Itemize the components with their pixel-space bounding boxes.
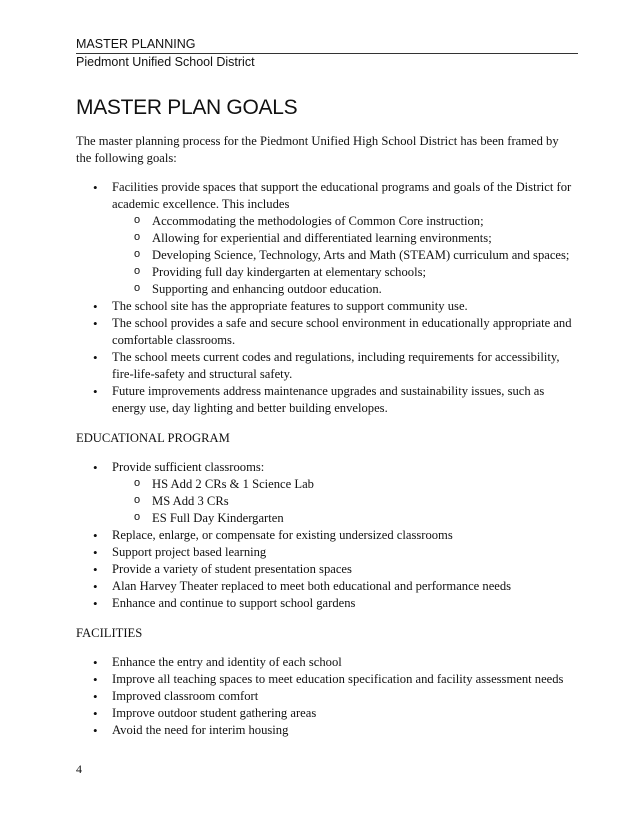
list-item-text: Improved classroom comfort bbox=[112, 689, 259, 703]
page-number: 4 bbox=[76, 762, 82, 776]
sub-list-item: o Supporting and enhancing outdoor education. bbox=[152, 281, 572, 298]
facilities-heading: FACILITIES bbox=[76, 626, 143, 640]
sub-list-item: o HS Add 2 CRs & 1 Science Lab bbox=[152, 476, 572, 493]
goals-list bbox=[76, 179, 572, 417]
list-item bbox=[112, 688, 572, 705]
sub-list-item: o Developing Science, Technology, Arts and Math (STEAM) curriculum and spaces; bbox=[152, 247, 572, 264]
list-item-text: The school site has the appropriate features to support community use. bbox=[112, 299, 468, 313]
list-item-text: Improve all teaching spaces to meet education specification and facility assessment needs bbox=[112, 672, 564, 686]
header-subtitle: Piedmont Unified School District bbox=[76, 55, 255, 69]
list-item bbox=[112, 705, 572, 722]
list-item bbox=[112, 671, 572, 688]
list-item-text: Provide sufficient classrooms: bbox=[112, 460, 265, 474]
list-item-text: Future improvements address maintenance upgrades and sustainability issues, such as energy use, day lighting and better building envelopes. bbox=[112, 384, 545, 415]
list-item-text: Improve outdoor student gathering areas bbox=[112, 706, 317, 720]
sub-list-item: o Allowing for experiential and differentiated learning environments; bbox=[152, 230, 572, 247]
list-item bbox=[112, 527, 572, 544]
list-item bbox=[112, 315, 572, 349]
list-item bbox=[112, 179, 572, 298]
running-header bbox=[76, 37, 578, 70]
list-item-text: Facilities provide spaces that support the educational programs and goals of the District for academic excellence. This includes bbox=[112, 180, 572, 211]
sub-list-item: o Accommodating the methodologies of Common Core instruction; bbox=[152, 213, 572, 230]
list-item bbox=[112, 654, 572, 671]
sub-list-item: o MS Add 3 CRs bbox=[152, 493, 572, 510]
sub-list bbox=[112, 476, 572, 527]
sub-list-item: o Providing full day kindergarten at elementary schools; bbox=[152, 264, 572, 281]
list-item-text: Enhance and continue to support school gardens bbox=[112, 596, 356, 610]
list-item-text: The school meets current codes and regulations, including requirements for accessibility, fire-life-safety and structural safety. bbox=[112, 350, 560, 381]
list-item-text: Provide a variety of student presentation spaces bbox=[112, 562, 352, 576]
page-title: MASTER PLAN GOALS bbox=[76, 96, 298, 119]
list-item bbox=[112, 459, 572, 527]
educational-program-heading: EDUCATIONAL PROGRAM bbox=[76, 431, 230, 445]
intro-paragraph: The master planning process for the Piedmont Unified High School District has been framed by the following goals: bbox=[76, 134, 559, 165]
sub-list-item: o ES Full Day Kindergarten bbox=[152, 510, 572, 527]
list-item bbox=[112, 298, 572, 315]
list-item bbox=[112, 595, 572, 612]
list-item bbox=[112, 544, 572, 561]
header-title: MASTER PLANNING bbox=[76, 37, 578, 54]
list-item-text: Support project based learning bbox=[112, 545, 267, 559]
list-item-text: Alan Harvey Theater replaced to meet both educational and performance needs bbox=[112, 579, 512, 593]
list-item bbox=[112, 383, 572, 417]
document-body bbox=[76, 133, 572, 739]
list-item-text: Avoid the need for interim housing bbox=[112, 723, 289, 737]
list-item-text: Replace, enlarge, or compensate for existing undersized classrooms bbox=[112, 528, 453, 542]
list-item bbox=[112, 561, 572, 578]
list-item-text: The school provides a safe and secure school environment in educationally appropriate and comfortable classrooms. bbox=[112, 316, 572, 347]
list-item bbox=[112, 578, 572, 595]
list-item bbox=[112, 349, 572, 383]
educational-program-list bbox=[76, 459, 572, 612]
facilities-list bbox=[76, 654, 572, 739]
list-item-text: Enhance the entry and identity of each school bbox=[112, 655, 342, 669]
sub-list bbox=[112, 213, 572, 298]
list-item bbox=[112, 722, 572, 739]
